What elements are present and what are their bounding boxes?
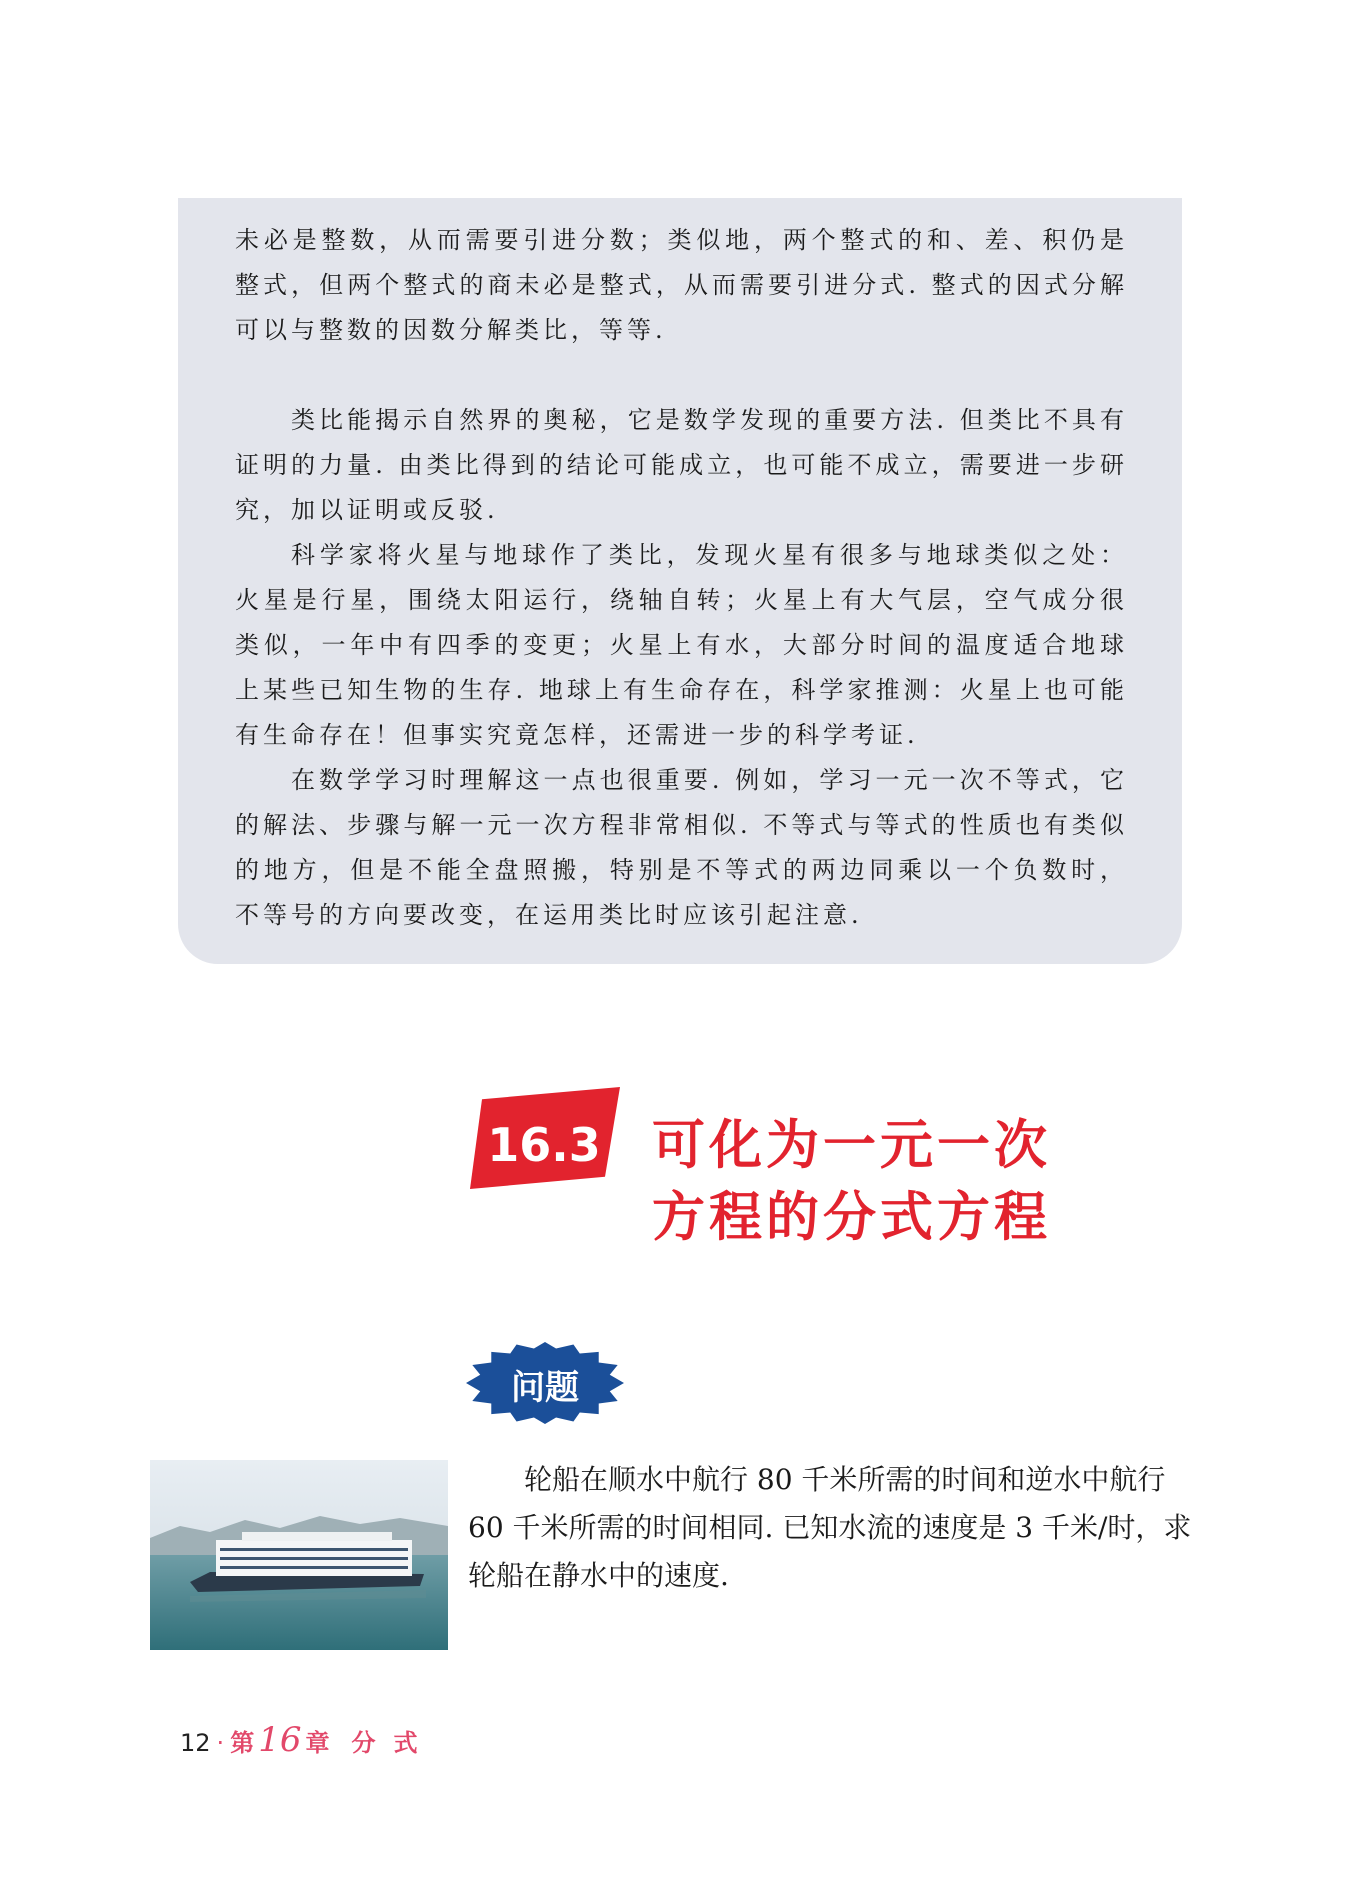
section-number: 16.3	[487, 1118, 601, 1172]
reading-paragraph-2: 类比能揭示自然界的奥秘，它是数学发现的重要方法. 但类比不具有证明的力量. 由类比得到的结论可能成立，也可能不成立，需要进一步研究，加以证明或反驳.	[235, 406, 1128, 524]
chapter-prefix: 第	[230, 1729, 255, 1757]
chapter-title: 分式	[351, 1729, 436, 1757]
chapter-number: 16	[258, 1720, 302, 1760]
reading-paragraph-4: 在数学学习时理解这一点也很重要. 例如，学习一元一次不等式，它的解法、步骤与解一元一次方程非常相似. 不等式与等式的性质也有类似的地方，但是不能全盘照搬，特别是不等式的两边同乘以一个负数时，不等号的方向要改变，在运用类比时应该引起注意.	[235, 766, 1128, 929]
problem-text: 轮船在顺水中航行 80 千米所需的时间和逆水中航行 60 千米所需的时间相同. 已知水流的速度是 3 千米/时，求轮船在静水中的速度.	[468, 1463, 1192, 1592]
section-title-line-1: 可化为一元一次	[652, 1115, 1051, 1176]
reading-box	[178, 198, 1182, 964]
reading-paragraph-3: 科学家将火星与地球作了类比，发现火星有很多与地球类似之处：火星是行星，围绕太阳运行，绕轴自转；火星上有大气层，空气成分很类似，一年中有四季的变更；火星上有水，大部分时间的温度适合地球上某些已知生物的生存. 地球上有生命存在，科学家推测：火星上也可能有生命存在！但事实究竟怎样，还需进一步的科学考证.	[235, 541, 1128, 749]
page-number: 12	[180, 1729, 211, 1757]
footer-separator: ·	[216, 1729, 225, 1757]
reading-paragraph-1: 未必是整数，从而需要引进分数；类似地，两个整式的和、差、积仍是整式，但两个整式的商未必是整式，从而需要引进分式. 整式的因式分解可以与整数的因数分解类比，等等.	[235, 226, 1128, 344]
page-footer	[180, 1720, 435, 1760]
ship-photo	[150, 1460, 448, 1650]
section-title-line-2: 方程的分式方程	[652, 1187, 1051, 1248]
section-title	[652, 1110, 1051, 1254]
chapter-suffix: 章	[305, 1729, 330, 1757]
problem-label: 问题	[511, 1368, 579, 1408]
